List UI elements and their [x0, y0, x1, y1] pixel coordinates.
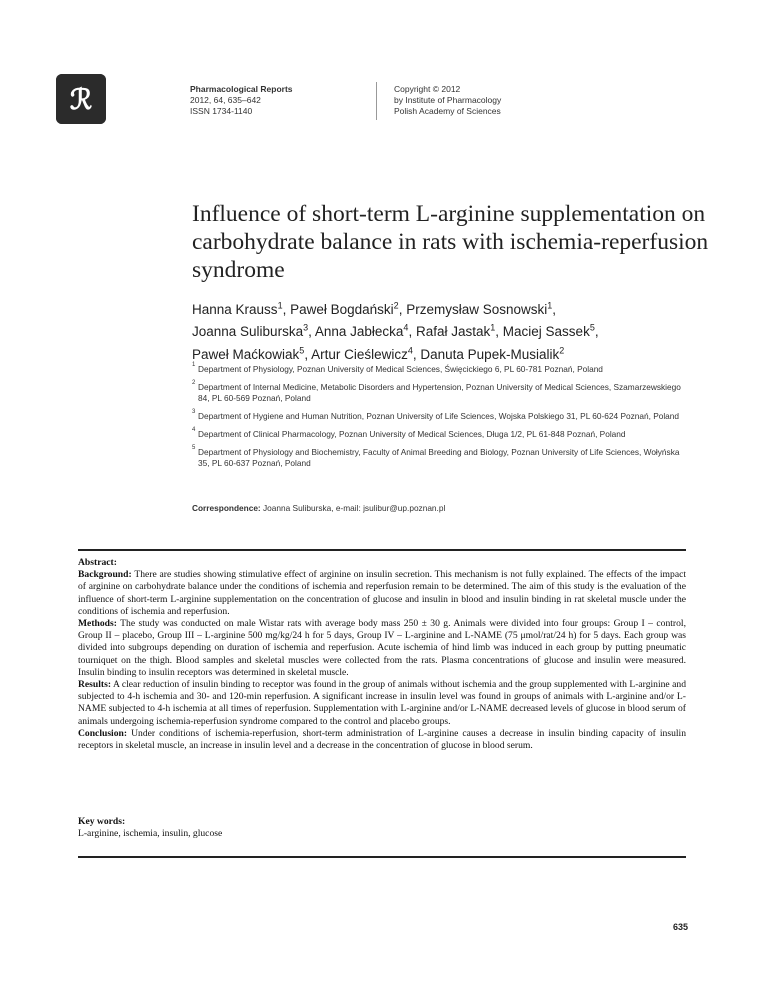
author-separator: ,	[282, 301, 291, 317]
author-name: Anna Jabłecka	[314, 324, 404, 339]
affiliation-list	[192, 364, 692, 476]
affiliation	[192, 411, 692, 422]
affiliation-number: 5	[192, 445, 196, 451]
affiliation	[192, 429, 692, 440]
conclusion-label: Conclusion:	[78, 727, 128, 739]
author-affiliation-number: 1	[277, 300, 283, 310]
author-affiliation-number: 1	[547, 300, 553, 310]
author	[192, 324, 315, 339]
author-separator: ,	[304, 346, 312, 362]
author-affiliation-number: 1	[490, 322, 496, 333]
correspondence	[192, 503, 692, 513]
author-affiliation-number: 5	[299, 345, 305, 355]
affiliation-text: Department of Physiology and Biochemistry, Faculty of Animal Breeding and Biology, Poznan University of Life Sciences, Wołyńska 35, PL 60-637 Poznań, Poland	[198, 447, 680, 468]
affiliation-number: 3	[192, 409, 196, 415]
keywords-text: L-arginine, ischemia, insulin, glucose	[78, 828, 223, 840]
keywords-heading: Key words:	[78, 816, 126, 827]
background-text: There are studies showing stimulative effect of arginine on insulin secretion. This mechanism is not fully explained. The effects of the impact of arginine on carbohydrate balance under the conditions of ischemia and reperfusion remain to be determined. The aim of this study is the evaluation of the influence of short-term L-arginine supplementation on the concentration of glucose and insulin in blood and insulin binding in rat skeletal muscle under the conditions of ischemia and reperfusion.	[78, 569, 686, 617]
author-name: Przemysław Sosnowski	[406, 301, 548, 317]
methods-label: Methods:	[78, 618, 117, 630]
author-name: Maciej Sassek	[502, 324, 590, 339]
author-name: Joanna Suliburska	[192, 324, 304, 339]
author-name: Danuta Pupek-Musialik	[420, 346, 560, 362]
author-separator: ,	[594, 324, 599, 339]
keywords	[78, 816, 686, 840]
correspondence-text: Joanna Suliburska, e-mail: jsulibur@up.poznan.pl	[263, 503, 446, 513]
abstract-bottom-rule	[78, 856, 686, 858]
results-label: Results:	[78, 679, 112, 691]
copyright-line: by Institute of Pharmacology	[394, 95, 502, 105]
author	[315, 324, 416, 339]
page-number: 635	[672, 922, 688, 932]
affiliation-number: 4	[192, 427, 196, 433]
author-affiliation-number: 2	[559, 345, 565, 355]
background-label: Background:	[78, 569, 132, 581]
affiliation	[192, 382, 692, 404]
copyright-line: Copyright © 2012	[394, 84, 461, 94]
author	[503, 324, 599, 339]
affiliation-text: Department of Internal Medicine, Metabolic Disorders and Hypertension, Poznan University of Medical Sciences, Szamarzewskiego 84, PL 60-569 Poznań, Poland	[198, 382, 681, 403]
article-title: Influence of short-term L-arginine supplementation on carbohydrate balance in rats with ischemia-reperfusion syndrome	[192, 201, 709, 283]
author-name: Artur Cieślewicz	[311, 346, 408, 362]
author-affiliation-number: 5	[589, 322, 595, 333]
journal-issn: ISSN 1734-1140	[190, 106, 253, 116]
author-separator: ,	[398, 301, 407, 317]
journal-info	[190, 84, 293, 117]
svg-text:ℛ: ℛ	[69, 85, 93, 116]
journal-logo	[56, 74, 106, 124]
author-separator: ,	[552, 301, 557, 317]
affiliation	[192, 364, 692, 375]
affiliation-text: Department of Hygiene and Human Nutrition, Poznan University of Life Sciences, Wojska Polskiego 31, PL 60-624 Poznań, Poland	[198, 411, 680, 421]
results-text: A clear reduction of insulin binding to receptor was found in the group of animals without ischemia and the group supplemented with L-arginine and subjected to 4-h ischemia and 30- and 120-min reperfusion. A significant increase in insulin level was found in groups of animals with L-arginine and/or L-NAME subjected to 4-h ischemia at all times of reperfusion. Supplementation with L-arginine and/or L-NAME decreased levels of glucose in blood serum of animals undergoing ischemia-reperfusion syndrome compared to the control and placebo groups.	[78, 679, 686, 727]
author-separator: ,	[412, 346, 421, 362]
author-name: Hanna Krauss	[192, 301, 278, 317]
abstract-heading: Abstract:	[78, 557, 117, 568]
methods-text: The study was conducted on male Wistar rats with average body mass 250 ± 30 g. Animals were divided into four groups: Group I – control, Group II – placebo, Group III – L-arginine 500 mg/kg/24 h for 5 days, Group IV – L-arginine and L-NAME (75 μmol/rat/24 h) for 5 days. Each group was divided into subgroups depending on duration of ischemia and reperfusion. Acute ischemia of hind limb was induced in each group by putting pneumatic tourniquet on the thigh. Blood samples and skeletal muscles were collected from the rats. Plasma concentrations of glucose and insulin were measured. Insulin binding to insulin receptors was determined in skeletal muscle.	[78, 618, 686, 678]
author-affiliation-number: 4	[407, 345, 413, 355]
conclusion-text: Under conditions of ischemia-reperfusion, short-term administration of L-arginine causes a decrease in insulin binding capacity of insulin receptors in skeletal muscle, an increase in insulin level and a decrease in the concentration of glucose in blood serum.	[78, 727, 686, 752]
author-name: Paweł Bogdański	[290, 301, 394, 317]
author	[420, 347, 564, 362]
journal-name: Pharmacological Reports	[190, 84, 293, 94]
author	[192, 302, 290, 317]
journal-logo-icon	[56, 74, 106, 124]
author	[192, 347, 311, 362]
author-separator: ,	[495, 324, 503, 339]
author	[311, 347, 420, 362]
affiliation-number: 1	[192, 362, 196, 368]
author-affiliation-number: 3	[303, 322, 309, 333]
journal-volume: 2012, 64, 635–642	[190, 95, 261, 105]
author-affiliation-number: 2	[393, 300, 399, 310]
author-name: Paweł Maćkowiak	[192, 346, 300, 362]
correspondence-label: Correspondence:	[192, 503, 261, 513]
affiliation-text: Department of Clinical Pharmacology, Poznan University of Medical Sciences, Długa 1/2, PL 61-848 Poznań, Poland	[198, 429, 626, 439]
author-affiliation-number: 4	[403, 322, 409, 333]
author-separator: ,	[308, 324, 315, 339]
author	[290, 302, 406, 317]
abstract-top-rule	[78, 549, 686, 551]
affiliation-number: 2	[192, 380, 196, 386]
copyright-info	[394, 84, 501, 117]
author	[406, 302, 556, 317]
header-divider	[376, 82, 377, 120]
affiliation-text: Department of Physiology, Poznan University of Medical Sciences, Święcickiego 6, PL 60-781 Poznań, Poland	[198, 364, 603, 374]
author-name: Rafał Jastak	[415, 324, 491, 339]
abstract	[78, 557, 686, 752]
affiliation	[192, 447, 692, 469]
author-separator: ,	[408, 324, 416, 339]
author	[416, 324, 503, 339]
author-list	[192, 296, 712, 364]
copyright-line: Polish Academy of Sciences	[394, 106, 501, 116]
